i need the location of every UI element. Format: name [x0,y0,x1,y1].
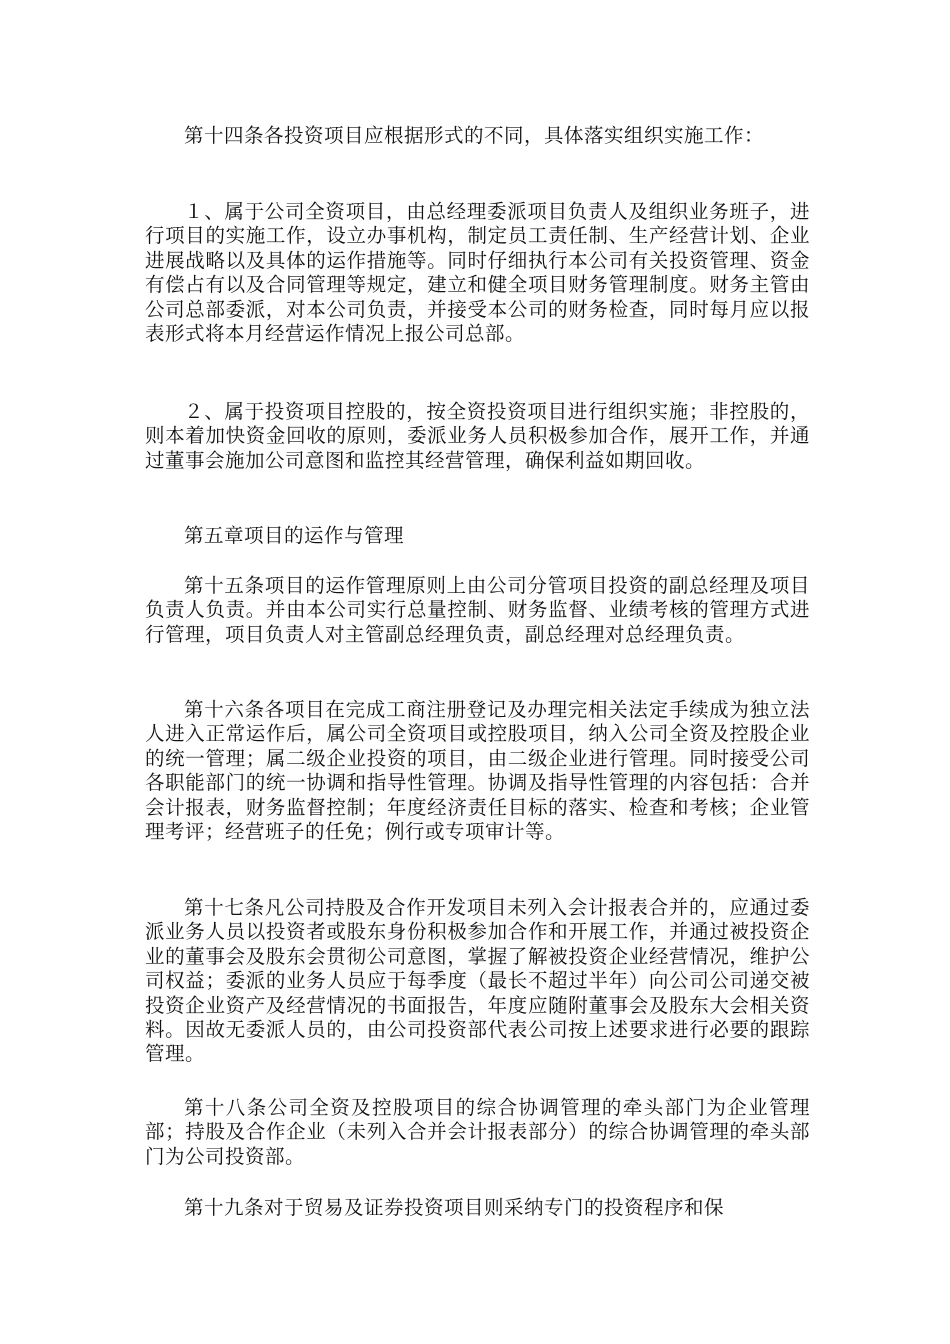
article-14-item-1-paragraph: １、属于公司全资项目，由总经理委派项目负责人及组织业务班子，进行项目的实施工作，设立办事机构，制定员工责任制、生产经营计划、企业进展战略以及具体的运作措施等。同时仔细执行本公司有关投资管理、资金有偿占有以及合同管理等规定，建立和健全项目财务管理制度。财务主管由公司总部委派，对本公司负责，并接受本公司的财务检查，同时每月应以报表形式将本月经营运作情况上报公司总部。 [145,200,810,346]
article-14-paragraph: 第十四条各投资项目应根据形式的不同，具体落实组织实施工作： [184,124,765,147]
article-17-paragraph: 第十七条凡公司持股及合作开发项目未列入会计报表合并的，应通过委派业务人员以投资者或股东身份积极参加合作和开展工作，并通过被投资企业的董事会及股东会贯彻公司意图，掌握了解被投资企业经营情况，维护公司权益；委派的业务人员应于每季度（最长不超过半年）向公司公司递交被投资企业资产及经营情况的书面报告，年度应随附董事会及股东大会相关资料。因故无委派人员的，由公司投资部代表公司按上述要求进行必要的跟踪管理。 [145,896,810,1066]
article-15-paragraph: 第十五条项目的运作管理原则上由公司分管项目投资的副总经理及项目负责人负责。并由本公司实行总量控制、财务监督、业绩考核的管理方式进行管理，项目负责人对主管副总经理负责，副总经理对总经理负责。 [145,574,810,646]
chapter-5-heading: 第五章项目的运作与管理 [184,524,405,547]
article-16-paragraph: 第十六条各项目在完成工商注册登记及办理完相关法定手续成为独立法人进入正常运作后，属公司全资项目或控股项目，纳入公司全资及控股企业的统一管理；属二级企业投资的项目，由二级企业进行管理。同时接受公司各职能部门的统一协调和指导性管理。协调及指导性管理的内容包括：合并会计报表，财务监督控制；年度经济责任目标的落实、检查和考核；企业管理考评；经营班子的任免；例行或专项审计等。 [145,698,810,844]
article-18-paragraph: 第十八条公司全资及控股项目的综合协调管理的牵头部门为企业管理部；持股及合作企业（未列入合并会计报表部分）的综合协调管理的牵头部门为公司投资部。 [145,1096,810,1168]
article-19-paragraph: 第十九条对于贸易及证券投资项目则采纳专门的投资程序和保 [184,1196,725,1219]
article-14-item-2-paragraph: ２、属于投资项目控股的，按全资投资项目进行组织实施；非控股的，则本着加快资金回收的原则，委派业务人员积极参加合作，展开工作，并通过董事会施加公司意图和监控其经营管理，确保利益如期回收。 [145,400,810,472]
